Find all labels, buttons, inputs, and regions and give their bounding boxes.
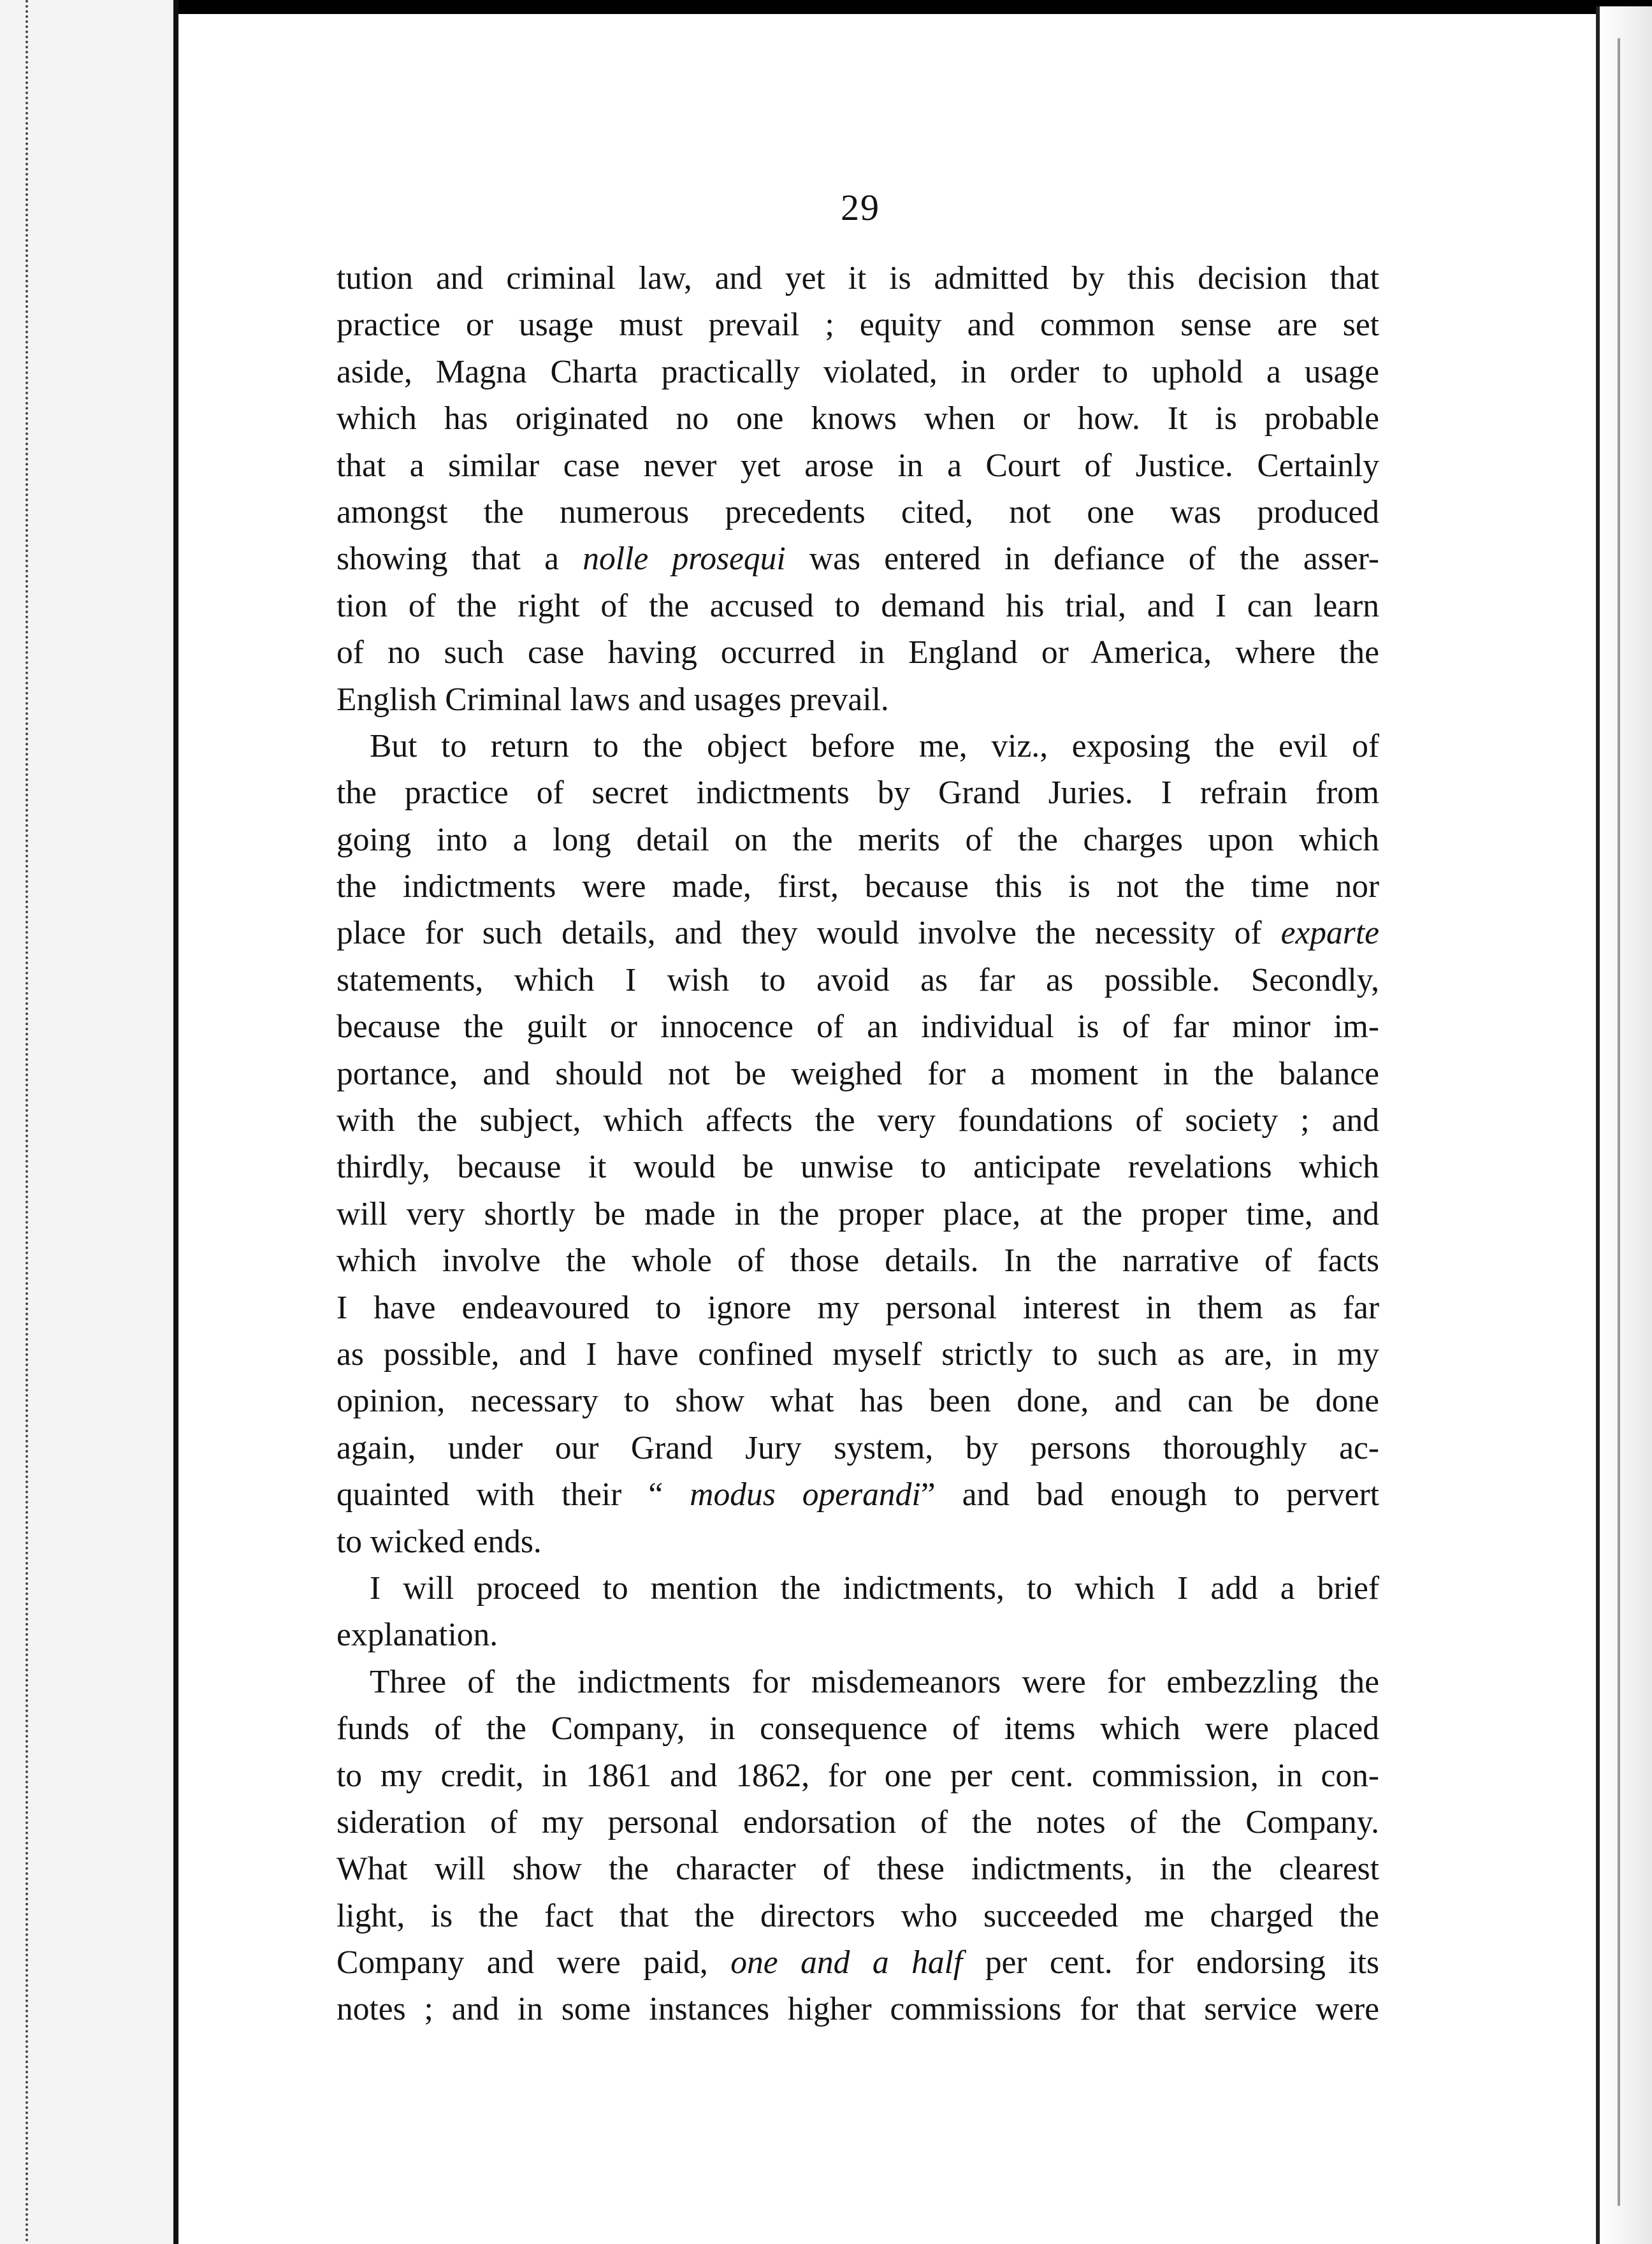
text-line	[337, 1191, 1379, 1237]
text-run: tution and criminal law, and yet it is admitted by this decision that	[337, 260, 1379, 296]
text-run: I will proceed to mention the indictments, to which I add a brief	[370, 1570, 1379, 1606]
binding-edge-line	[173, 0, 178, 2244]
text-line	[337, 1519, 1379, 1565]
text-run: the practice of secret indictments by Grand Juries. I refrain from	[337, 775, 1379, 812]
italic-phrase: modus operandi	[690, 1476, 921, 1513]
text-line	[337, 1705, 1379, 1752]
text-run: which has originated no one knows when or how. It is probable	[337, 400, 1379, 437]
body-text	[337, 255, 1379, 2033]
text-line	[337, 1986, 1379, 2032]
text-line	[337, 302, 1379, 348]
page-number: 29	[841, 187, 880, 228]
text-line	[337, 723, 1379, 769]
text-run: Company and were paid,	[337, 1944, 731, 1981]
text-run: English Criminal laws and usages prevail.	[337, 681, 889, 718]
text-run: I have endeavoured to ignore my personal interest in them as far	[337, 1289, 1379, 1326]
text-line	[337, 817, 1379, 863]
text-line	[337, 676, 1379, 723]
text-run: aside, Magna Charta practically violated, in order to uphold a usage	[337, 353, 1379, 390]
text-run: quainted with their “	[337, 1476, 690, 1513]
text-run: will very shortly be made in the proper place, at the proper time, and	[337, 1195, 1379, 1232]
text-line	[337, 863, 1379, 910]
text-line	[337, 489, 1379, 536]
text-line	[337, 1144, 1379, 1190]
text-line	[337, 1799, 1379, 1846]
text-run: with the subject, which affects the very foundations of society ; and	[337, 1102, 1379, 1139]
text-line	[337, 1471, 1379, 1518]
text-line	[337, 1003, 1379, 1050]
text-line	[337, 769, 1379, 816]
text-line	[337, 1939, 1379, 1986]
text-line	[337, 349, 1379, 395]
text-line	[337, 1565, 1379, 1612]
text-line	[337, 1659, 1379, 1705]
text-run: the indictments were made, first, because this is not the time nor	[337, 868, 1379, 905]
text-line	[337, 1846, 1379, 1892]
text-line	[337, 1051, 1379, 1097]
right-page-edge	[1596, 6, 1652, 2244]
text-run: practice or usage must prevail ; equity and common sense are set	[337, 307, 1379, 344]
text-run: again, under our Grand Jury system, by persons thoroughly ac-	[337, 1429, 1379, 1466]
text-run: to wicked ends.	[337, 1523, 542, 1560]
text-run: sideration of my personal endorsation of the notes of the Company.	[337, 1803, 1379, 1840]
text-run: funds of the Company, in consequence of items which were placed	[337, 1710, 1379, 1747]
text-line	[337, 583, 1379, 629]
italic-phrase: nolle prosequi	[583, 541, 786, 578]
text-run: tion of the right of the accused to demand his trial, and I can learn	[337, 587, 1379, 624]
text-run: which involve the whole of those details. In the narrative of facts	[337, 1242, 1379, 1279]
text-line	[337, 1425, 1379, 1471]
text-line	[337, 1097, 1379, 1144]
text-run: going into a long detail on the merits of the charges upon which	[337, 821, 1379, 858]
facing-page-margin	[0, 0, 173, 2244]
text-run: that a similar case never yet arose in a Court of Justice. Certainly	[337, 447, 1379, 484]
text-line	[337, 910, 1379, 956]
text-line	[337, 1752, 1379, 1799]
text-run: opinion, necessary to show what has been done, and can be done	[337, 1383, 1379, 1420]
facing-page-edge-marks	[0, 0, 28, 2244]
text-run: Three of the indictments for misdemeanors were for embezzling the	[370, 1663, 1379, 1700]
text-run: ” and bad enough to pervert	[920, 1476, 1379, 1513]
text-run: light, is the fact that the directors who succeeded me charged the	[337, 1897, 1379, 1934]
text-run: showing that a	[337, 541, 583, 578]
text-run: to my credit, in 1861 and 1862, for one per cent. commission, in con-	[337, 1757, 1379, 1794]
text-run: place for such details, and they would involve the necessity of	[337, 915, 1281, 952]
text-line	[337, 442, 1379, 489]
text-run: per cent. for endorsing its	[962, 1944, 1379, 1981]
text-line	[337, 255, 1379, 302]
text-run: of no such case having occurred in England or America, where the	[337, 634, 1379, 671]
scan-top-border	[0, 0, 1652, 14]
text-run: amongst the numerous precedents cited, not one was produced	[337, 493, 1379, 530]
text-line	[337, 629, 1379, 676]
text-run: But to return to the object before me, viz., exposing the evil of	[370, 727, 1379, 764]
text-run: notes ; and in some instances higher commissions for that service were	[337, 1991, 1379, 2028]
text-line	[337, 536, 1379, 582]
right-page-edge-shadow	[1618, 38, 1620, 2206]
italic-phrase: exparte	[1280, 915, 1379, 952]
text-run: explanation.	[337, 1617, 498, 1654]
text-line	[337, 1893, 1379, 1939]
text-run: What will show the character of these indictments, in the clearest	[337, 1851, 1379, 1888]
text-line	[337, 957, 1379, 1003]
text-line	[337, 1612, 1379, 1658]
text-line	[337, 1285, 1379, 1331]
text-line	[337, 395, 1379, 442]
italic-phrase: one and a half	[730, 1944, 963, 1981]
text-run: portance, and should not be weighed for a moment in the balance	[337, 1055, 1379, 1092]
text-run: because the guilt or innocence of an individual is of far minor im-	[337, 1009, 1379, 1046]
text-line	[337, 1331, 1379, 1378]
text-run: statements, which I wish to avoid as far as possible. Secondly,	[337, 961, 1379, 998]
text-run: was entered in defiance of the asser-	[785, 541, 1379, 578]
text-run: as possible, and I have confined myself strictly to such as are, in my	[337, 1336, 1379, 1373]
text-run: thirdly, because it would be unwise to anticipate revelations which	[337, 1149, 1379, 1186]
text-line	[337, 1237, 1379, 1284]
text-line	[337, 1378, 1379, 1424]
